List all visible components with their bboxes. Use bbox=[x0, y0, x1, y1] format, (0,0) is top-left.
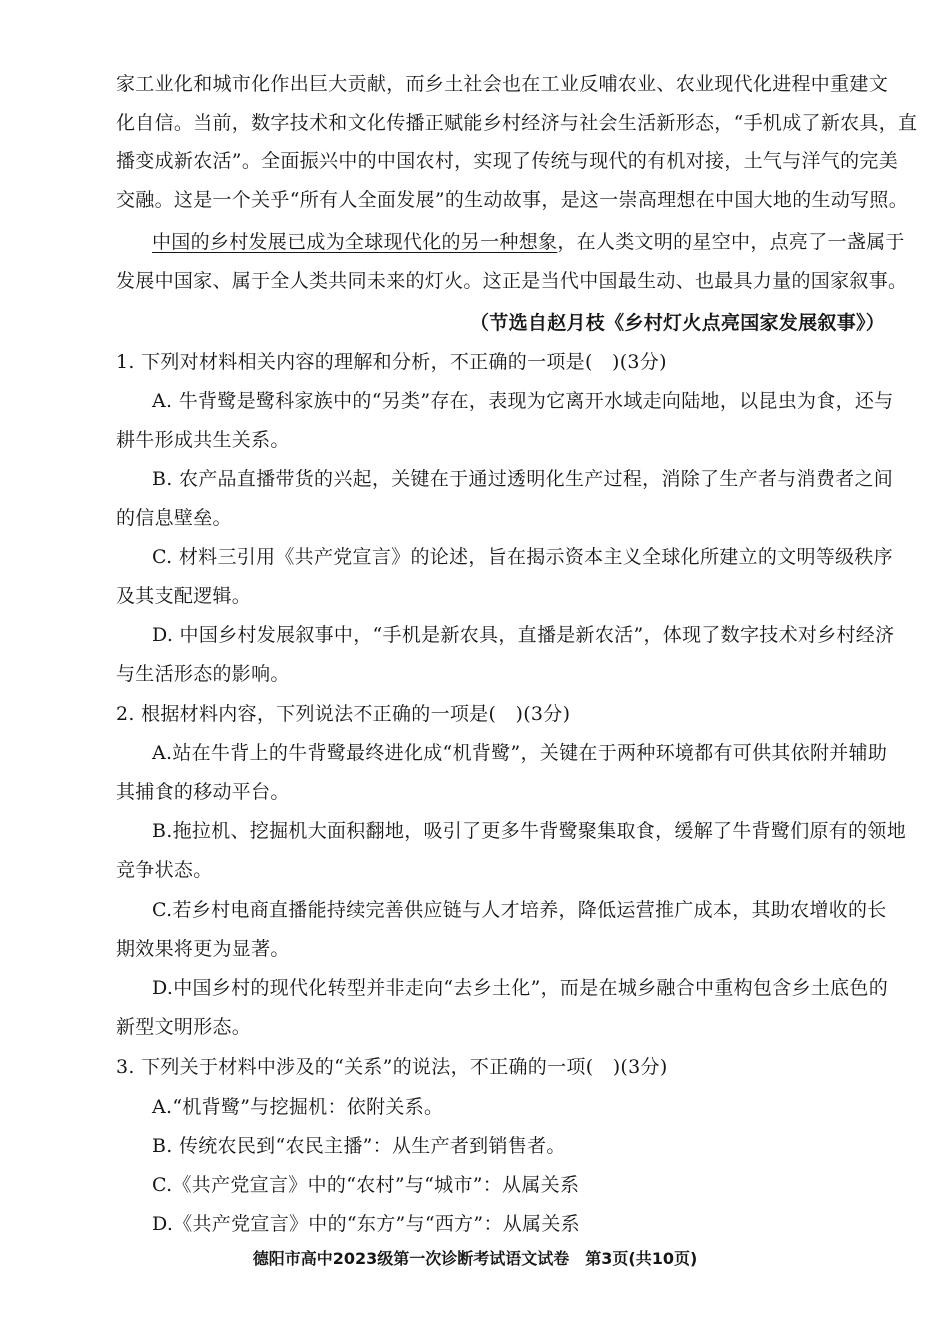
question-3-option-b: B. 传统农民到“农民主播”：从生产者到销售者。 bbox=[152, 1135, 566, 1157]
question-1-option-d: D. 中国乡村发展叙事中，“手机是新农具，直播是新农活”，体现了数字技术对乡村经济 bbox=[152, 624, 895, 646]
question-1-option-c: C. 材料三引用《共产党宣言》的论述，旨在揭示资本主义全球化所建立的文明等级秩序 bbox=[152, 546, 893, 568]
question-1-option-a: A. 牛背鹭是鹭科家族中的“另类”存在，表现为它离开水域走向陆地，以昆虫为食，还与 bbox=[152, 390, 894, 412]
question-2-option-b-cont: 竞争状态。 bbox=[116, 859, 213, 881]
question-3-stem: 3. 下列关于材料中涉及的“关系”的说法，不正确的一项( )(3分) bbox=[116, 1056, 668, 1078]
question-1-option-a-cont: 耕牛形成共生关系。 bbox=[116, 429, 290, 451]
question-1-option-d-cont: 与生活形态的影响。 bbox=[116, 663, 290, 685]
question-2-option-d: D.中国乡村的现代化转型并非走向“去乡土化”，而是在城乡融合中重构包含乡土底色的 bbox=[152, 977, 889, 999]
question-2-option-c-cont: 期效果将更为显著。 bbox=[116, 938, 290, 960]
underlined-sentence: 中国的乡村发展已成为全球现代化的另一种想象 bbox=[152, 231, 558, 253]
passage-paragraph-2-line-1 bbox=[152, 229, 905, 255]
question-1-stem: 1. 下列对材料相关内容的理解和分析，不正确的一项是( )(3分) bbox=[116, 351, 667, 373]
passage-line-3: 播变成新农活”。全面振兴中的中国农村，实现了传统与现代的有机对接，土气与洋气的完美 bbox=[116, 150, 899, 172]
question-1-option-b-cont: 的信息壁垒。 bbox=[116, 507, 232, 529]
passage-paragraph-2-line-2: 发展中国家、属于全人类共同未来的灯火。这正是当代中国最生动、也最具力量的国家叙事。 bbox=[116, 270, 908, 292]
question-3-option-d: D.《共产党宣言》中的“东方”与“西方”：从属关系 bbox=[152, 1213, 580, 1235]
paragraph-2-rest: ，在人类文明的星空中，点亮了一盏属于 bbox=[557, 231, 905, 253]
page-footer: 德阳市高中2023级第一次诊断考试语文试卷 第3页(共10页) bbox=[252, 1249, 698, 1268]
question-2-stem: 2. 根据材料内容，下列说法不正确的一项是( )(3分) bbox=[116, 703, 571, 725]
passage-line-2: 化自信。当前，数字技术和文化传播正赋能乡村经济与社会生活新形态，“手机成了新农具，直 bbox=[116, 112, 918, 134]
question-3-option-a: A.“机背鹭”与挖掘机：依附关系。 bbox=[152, 1096, 444, 1118]
question-3-option-c: C.《共产党宣言》中的“农村”与“城市”：从属关系 bbox=[152, 1174, 580, 1196]
passage-line-1: 家工业化和城市化作出巨大贡献，而乡土社会也在工业反哺农业、农业现代化进程中重建文 bbox=[116, 73, 889, 95]
question-2-option-c: C.若乡村电商直播能持续完善供应链与人才培养，降低运营推广成本，其助农增收的长 bbox=[152, 899, 887, 921]
question-2-option-b: B.拖拉机、挖掘机大面积翻地，吸引了更多牛背鹭聚集取食，缓解了牛背鹭们原有的领地 bbox=[152, 820, 907, 842]
passage-line-4: 交融。这是一个关乎“所有人全面发展”的生动故事，是这一崇高理想在中国大地的生动写照。 bbox=[116, 189, 909, 211]
passage-source: （节选自赵月枝《乡村灯火点亮国家发展叙事》） bbox=[470, 312, 886, 334]
question-1-option-b: B. 农产品直播带货的兴起，关键在于通过透明化生产过程，消除了生产者与消费者之间 bbox=[152, 468, 894, 490]
question-2-option-a-cont: 其捕食的移动平台。 bbox=[116, 781, 290, 803]
question-2-option-d-cont: 新型文明形态。 bbox=[116, 1016, 252, 1038]
question-1-option-c-cont: 及其支配逻辑。 bbox=[116, 585, 252, 607]
question-2-option-a: A.站在牛背上的牛背鹭最终进化成“机背鹭”，关键在于两种环境都有可供其依附并辅助 bbox=[152, 742, 888, 764]
